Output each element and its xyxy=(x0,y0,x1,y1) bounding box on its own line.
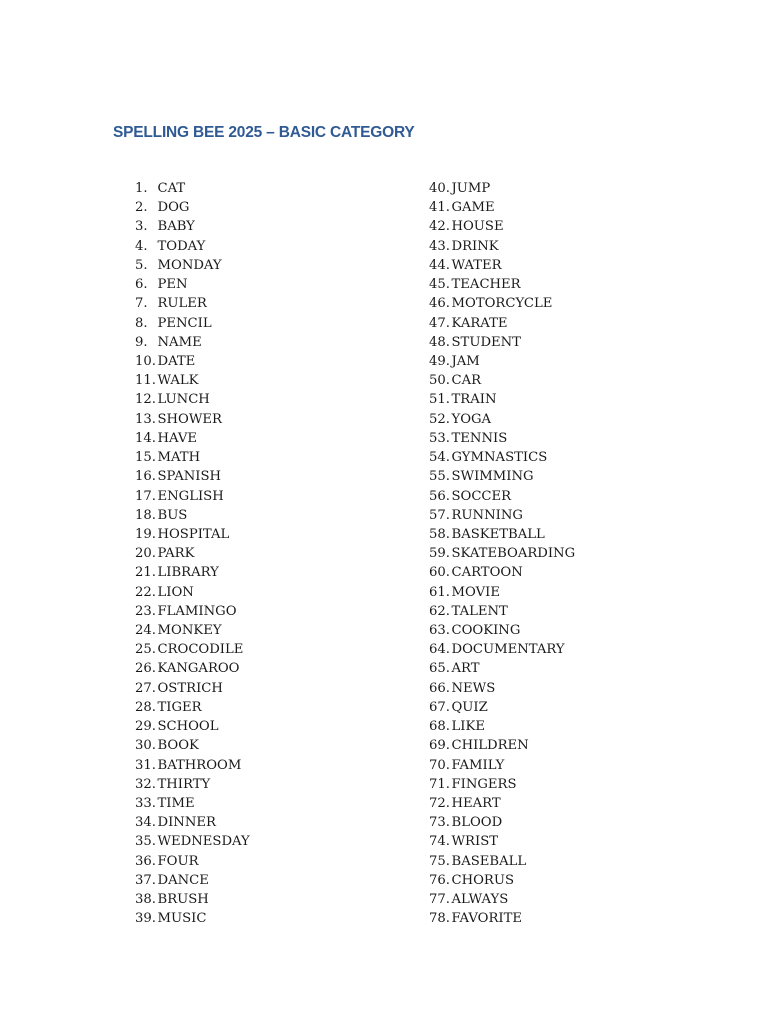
list-item-word: MOTORCYCLE xyxy=(451,296,553,312)
list-item-number: 37. xyxy=(135,872,156,888)
list-item-number: 78. xyxy=(429,911,450,927)
list-item-word: TEACHER xyxy=(451,277,521,293)
list-item-word: YOGA xyxy=(451,411,492,427)
list-item-number: 55. xyxy=(429,469,450,485)
list-item-number: 9. xyxy=(135,334,148,350)
list-item-word: MONDAY xyxy=(157,257,222,273)
list-item-word: TODAY xyxy=(157,238,206,254)
list-item-word: DINNER xyxy=(157,815,216,831)
list-item-word: TRAIN xyxy=(451,392,497,408)
list-item-word: PEN xyxy=(157,277,188,293)
list-item-word: ALWAYS xyxy=(451,892,509,908)
list-item-word: LIBRARY xyxy=(157,565,219,581)
list-item-number: 24. xyxy=(135,623,156,639)
list-item xyxy=(135,448,250,467)
list-item-number: 17. xyxy=(135,488,156,504)
list-item-number: 75. xyxy=(429,853,450,869)
list-item xyxy=(429,871,575,890)
list-item-number: 60. xyxy=(429,565,450,581)
list-item xyxy=(429,563,575,582)
list-item-word: RULER xyxy=(157,296,207,312)
list-item-number: 32. xyxy=(135,776,156,792)
list-item-word: FAMILY xyxy=(451,757,505,773)
list-item xyxy=(135,410,250,429)
list-item xyxy=(429,659,575,678)
list-item-word: KARATE xyxy=(451,315,508,331)
list-item-word: DOCUMENTARY xyxy=(451,642,565,658)
list-item-number: 69. xyxy=(429,738,450,754)
list-item-number: 56. xyxy=(429,488,450,504)
list-item xyxy=(429,640,575,659)
list-item xyxy=(135,698,250,717)
list-item xyxy=(429,890,575,909)
list-item xyxy=(429,621,575,640)
list-item xyxy=(135,314,250,333)
list-item xyxy=(429,544,575,563)
list-item-number: 77. xyxy=(429,892,450,908)
list-item xyxy=(135,275,250,294)
list-item xyxy=(135,217,250,236)
word-list-left-column xyxy=(135,179,250,929)
list-item-number: 47. xyxy=(429,315,450,331)
list-item xyxy=(135,487,250,506)
list-item-number: 59. xyxy=(429,546,450,562)
list-item-word: WATER xyxy=(451,257,502,273)
list-item-word: NEWS xyxy=(451,680,496,696)
list-item-number: 42. xyxy=(429,219,450,235)
list-item-number: 27. xyxy=(135,680,156,696)
list-item-number: 41. xyxy=(429,200,450,216)
list-item-word: RUNNING xyxy=(451,507,523,523)
list-item-word: SKATEBOARDING xyxy=(451,546,576,562)
list-item xyxy=(429,583,575,602)
list-item xyxy=(135,563,250,582)
list-item-number: 34. xyxy=(135,815,156,831)
list-item-number: 35. xyxy=(135,834,156,850)
list-item-word: HAVE xyxy=(157,430,198,446)
list-item xyxy=(135,390,250,409)
list-item-word: TIME xyxy=(157,796,195,811)
list-item-number: 39. xyxy=(135,911,156,927)
list-item xyxy=(429,909,575,928)
list-item xyxy=(135,525,250,544)
list-item-word: GYMNASTICS xyxy=(451,450,548,466)
list-item xyxy=(135,756,250,775)
list-item xyxy=(135,294,250,313)
list-item-number: 11. xyxy=(135,373,156,389)
document-title: SPELLING BEE 2025 – BASIC CATEGORY xyxy=(113,124,415,141)
list-item-word: LUNCH xyxy=(157,392,210,408)
list-item-number: 1. xyxy=(135,181,148,196)
list-item-number: 31. xyxy=(135,757,156,773)
list-item-number: 7. xyxy=(135,296,148,312)
list-item xyxy=(135,640,250,659)
list-item xyxy=(135,179,250,198)
list-item-number: 63. xyxy=(429,623,450,639)
list-item-word: LIKE xyxy=(451,719,485,735)
list-item-number: 76. xyxy=(429,872,450,888)
list-item-word: FLAMINGO xyxy=(157,603,237,619)
list-item-word: FOUR xyxy=(157,853,199,869)
list-item-word: STUDENT xyxy=(451,334,521,350)
list-item-number: 18. xyxy=(135,507,156,523)
list-item xyxy=(135,679,250,698)
list-item xyxy=(135,736,250,755)
list-item xyxy=(429,179,575,198)
list-item xyxy=(135,794,250,813)
list-item-word: CROCODILE xyxy=(157,642,244,658)
list-item-word: HOUSE xyxy=(451,219,504,235)
list-item-number: 29. xyxy=(135,719,156,735)
list-item-word: NAME xyxy=(157,334,202,350)
list-item xyxy=(135,371,250,390)
list-item-word: BATHROOM xyxy=(157,757,242,773)
list-item-number: 33. xyxy=(135,796,156,811)
list-item-number: 51. xyxy=(429,392,450,408)
list-item xyxy=(429,198,575,217)
list-item-word: PARK xyxy=(157,546,195,562)
list-item xyxy=(135,852,250,871)
list-item-number: 30. xyxy=(135,738,156,754)
list-item-word: CHORUS xyxy=(451,872,514,888)
list-item xyxy=(429,487,575,506)
list-item-number: 4. xyxy=(135,238,148,254)
list-item xyxy=(429,506,575,525)
list-item-word: HEART xyxy=(451,796,501,811)
list-item-number: 12. xyxy=(135,392,156,408)
list-item-word: TENNIS xyxy=(451,430,508,446)
word-list-right-column xyxy=(429,179,575,929)
list-item xyxy=(135,256,250,275)
list-item-word: SHOWER xyxy=(157,411,222,427)
list-item-word: MUSIC xyxy=(157,911,207,927)
list-item-number: 58. xyxy=(429,526,450,542)
list-item xyxy=(429,352,575,371)
list-item xyxy=(429,256,575,275)
list-item xyxy=(429,410,575,429)
list-item-word: SOCCER xyxy=(451,488,512,504)
list-item-number: 45. xyxy=(429,277,450,293)
list-item-word: TIGER xyxy=(157,699,202,715)
list-item-number: 53. xyxy=(429,430,450,446)
list-item-word: HOSPITAL xyxy=(157,526,230,542)
list-item-number: 65. xyxy=(429,661,450,677)
list-item xyxy=(429,371,575,390)
list-item xyxy=(429,679,575,698)
list-item xyxy=(135,621,250,640)
list-item-number: 14. xyxy=(135,430,156,446)
list-item xyxy=(429,448,575,467)
list-item-number: 3. xyxy=(135,219,148,235)
list-item-number: 43. xyxy=(429,238,450,254)
list-item-number: 48. xyxy=(429,334,450,350)
list-item xyxy=(135,506,250,525)
list-item-word: COOKING xyxy=(451,623,521,639)
list-item xyxy=(429,294,575,313)
list-item xyxy=(429,775,575,794)
list-item xyxy=(135,871,250,890)
list-item-word: BUS xyxy=(157,507,188,523)
list-item-word: KANGAROO xyxy=(157,661,240,677)
list-item-word: CHILDREN xyxy=(451,738,529,754)
list-item xyxy=(135,717,250,736)
list-item-number: 64. xyxy=(429,642,450,658)
list-item-word: SCHOOL xyxy=(157,719,219,735)
list-item-number: 68. xyxy=(429,719,450,735)
list-item-number: 66. xyxy=(429,680,450,696)
list-item-word: GAME xyxy=(451,200,495,216)
list-item-word: LION xyxy=(157,584,194,600)
list-item-word: TALENT xyxy=(451,603,508,619)
list-item-word: CARTOON xyxy=(451,565,523,581)
list-item xyxy=(135,583,250,602)
list-item xyxy=(135,813,250,832)
list-item xyxy=(135,237,250,256)
list-item-number: 71. xyxy=(429,776,450,792)
list-item xyxy=(135,467,250,486)
list-item xyxy=(429,832,575,851)
list-item-number: 16. xyxy=(135,469,156,485)
list-item xyxy=(135,198,250,217)
list-item-number: 72. xyxy=(429,796,450,811)
list-item-word: DANCE xyxy=(157,872,209,888)
list-item xyxy=(135,544,250,563)
list-item-number: 6. xyxy=(135,277,148,293)
list-item xyxy=(135,352,250,371)
list-item-word: OSTRICH xyxy=(157,680,223,696)
list-item-word: CAT xyxy=(157,181,186,196)
list-item-number: 62. xyxy=(429,603,450,619)
list-item-word: MOVIE xyxy=(451,584,500,600)
list-item-number: 10. xyxy=(135,353,156,369)
list-item-number: 46. xyxy=(429,296,450,312)
list-item-number: 70. xyxy=(429,757,450,773)
list-item-word: FINGERS xyxy=(451,776,517,792)
list-item-number: 50. xyxy=(429,373,450,389)
list-item-number: 26. xyxy=(135,661,156,677)
list-item-word: BOOK xyxy=(157,738,199,754)
list-item xyxy=(429,237,575,256)
list-item-word: BLOOD xyxy=(451,815,503,831)
list-item-word: BABY xyxy=(157,219,195,235)
list-item xyxy=(429,717,575,736)
list-item-number: 23. xyxy=(135,603,156,619)
list-item-number: 57. xyxy=(429,507,450,523)
list-item xyxy=(135,832,250,851)
list-item-word: JAM xyxy=(451,353,480,369)
list-item-number: 54. xyxy=(429,450,450,466)
list-item-number: 74. xyxy=(429,834,450,850)
list-item-number: 36. xyxy=(135,853,156,869)
list-item xyxy=(429,813,575,832)
list-item-word: THIRTY xyxy=(157,776,211,792)
list-item-word: ENGLISH xyxy=(157,488,224,504)
list-item-number: 19. xyxy=(135,526,156,542)
list-item-number: 20. xyxy=(135,546,156,562)
list-item xyxy=(429,525,575,544)
list-item xyxy=(429,794,575,813)
list-item xyxy=(429,275,575,294)
list-item-number: 22. xyxy=(135,584,156,600)
list-item-number: 52. xyxy=(429,411,450,427)
list-item-word: QUIZ xyxy=(451,699,488,715)
list-item xyxy=(429,333,575,352)
list-item-number: 73. xyxy=(429,815,450,831)
list-item-number: 13. xyxy=(135,411,156,427)
list-item-number: 2. xyxy=(135,200,148,216)
list-item-number: 21. xyxy=(135,565,156,581)
list-item-word: SPANISH xyxy=(157,469,222,485)
list-item-word: DRINK xyxy=(451,238,499,254)
list-item-word: ART xyxy=(451,661,480,677)
list-item-number: 25. xyxy=(135,642,156,658)
list-item-word: DOG xyxy=(157,200,190,216)
list-item xyxy=(429,698,575,717)
list-item xyxy=(135,659,250,678)
list-item-number: 49. xyxy=(429,353,450,369)
list-item-word: MONKEY xyxy=(157,623,222,639)
list-item xyxy=(429,314,575,333)
list-item-number: 44. xyxy=(429,257,450,273)
list-item xyxy=(429,467,575,486)
list-item-word: MATH xyxy=(157,450,201,466)
list-item xyxy=(429,736,575,755)
list-item-number: 61. xyxy=(429,584,450,600)
list-item-number: 67. xyxy=(429,699,450,715)
list-item-word: JUMP xyxy=(451,181,491,196)
list-item-word: WRIST xyxy=(451,834,499,850)
list-item xyxy=(135,429,250,448)
list-item-word: BRUSH xyxy=(157,892,209,908)
list-item-word: PENCIL xyxy=(157,315,212,331)
list-item xyxy=(135,775,250,794)
list-item-word: BASEBALL xyxy=(451,853,527,869)
list-item-number: 38. xyxy=(135,892,156,908)
list-item-word: WEDNESDAY xyxy=(157,834,250,850)
list-item-word: DATE xyxy=(157,353,196,369)
list-item-word: SWIMMING xyxy=(451,469,534,485)
list-item-number: 15. xyxy=(135,450,156,466)
list-item xyxy=(429,602,575,621)
list-item xyxy=(429,390,575,409)
list-item-word: WALK xyxy=(157,373,199,389)
list-item xyxy=(429,217,575,236)
list-item xyxy=(429,852,575,871)
list-item-word: FAVORITE xyxy=(451,911,523,927)
list-item-number: 8. xyxy=(135,315,148,331)
list-item xyxy=(429,429,575,448)
list-item xyxy=(135,602,250,621)
list-item-number: 40. xyxy=(429,181,450,196)
list-item-word: BASKETBALL xyxy=(451,526,545,542)
list-item xyxy=(135,890,250,909)
list-item xyxy=(429,756,575,775)
list-item-word: CAR xyxy=(451,373,482,389)
list-item-number: 5. xyxy=(135,257,148,273)
list-item-number: 28. xyxy=(135,699,156,715)
list-item xyxy=(135,333,250,352)
list-item xyxy=(135,909,250,928)
